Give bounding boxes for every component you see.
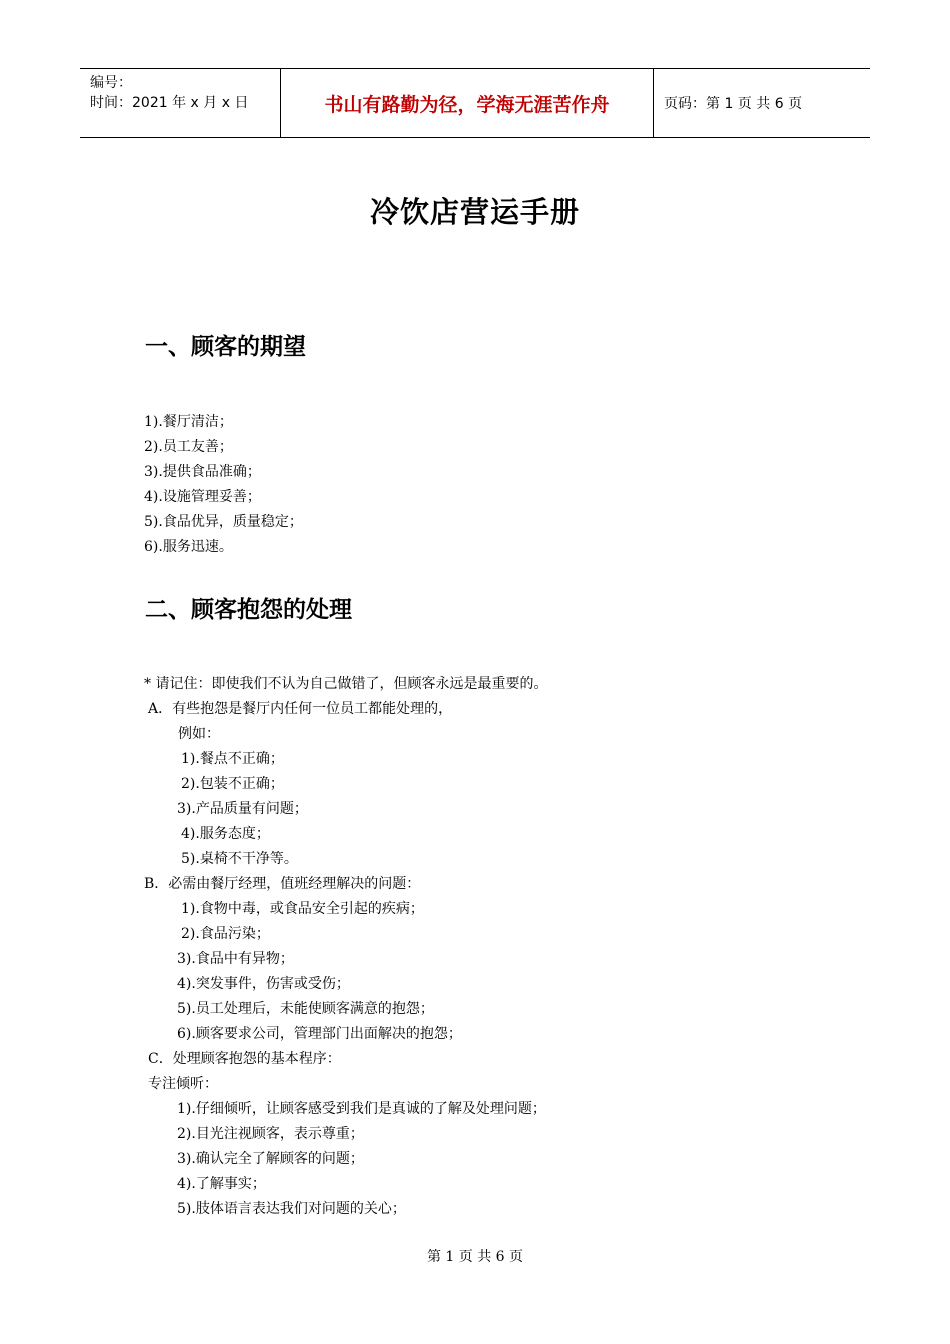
- part-b-item: 1).食物中毒，或食品安全引起的疾病；: [181, 901, 424, 917]
- part-a-item: 1).餐点不正确；: [181, 751, 284, 767]
- part-a-item: 3).产品质量有问题；: [177, 801, 308, 817]
- header-table: [80, 68, 870, 138]
- number-label: 编号：: [90, 75, 132, 91]
- section1-item: 1).餐厅清洁；: [144, 414, 233, 430]
- section1-item: 4).设施管理妥善；: [144, 489, 261, 505]
- part-b-item: 3).食品中有异物；: [177, 951, 294, 967]
- part-c-item: 4).了解事实；: [177, 1176, 266, 1192]
- part-c-item: 3).确认完全了解顾客的问题；: [177, 1151, 364, 1167]
- section2-heading: 二、顾客抱怨的处理: [145, 597, 352, 623]
- section1-heading: 一、顾客的期望: [145, 334, 306, 360]
- section1-item: 6).服务迅速。: [144, 539, 233, 555]
- part-b-item: 5).员工处理后，未能使顾客满意的抱怨；: [177, 1001, 434, 1017]
- part-c-item: 1).仔细倾听，让顾客感受到我们是真诚的了解及处理问题；: [177, 1101, 546, 1117]
- part-a-item: 4).服务态度；: [181, 826, 270, 842]
- part-a-item: 2).包装不正确；: [181, 776, 284, 792]
- part-b-label: B．必需由餐厅经理，值班经理解决的问题：: [144, 876, 421, 892]
- motto: 书山有路勤为径，学海无涯苦作舟: [324, 93, 610, 116]
- example-label: 例如：: [178, 726, 220, 742]
- header-page-cell: [654, 69, 870, 137]
- section1-item: 5).食品优异，质量稳定；: [144, 514, 303, 530]
- part-a-label: A．有些抱怨是餐厅内任何一位员工都能处理的，: [148, 701, 453, 717]
- part-c-label: C．处理顾客抱怨的基本程序：: [148, 1051, 341, 1067]
- part-a-item: 5).桌椅不干净等。: [181, 851, 298, 867]
- section1-item: 2).员工友善；: [144, 439, 233, 455]
- part-b-item: 4).突发事件，伤害或受伤；: [177, 976, 350, 992]
- part-c-item: 5).肢体语言表达我们对问题的关心；: [177, 1201, 406, 1217]
- document-title: 冷饮店营运手册: [369, 195, 580, 229]
- part-c-item: 2).目光注视顾客，表示尊重；: [177, 1126, 364, 1142]
- part-b-item: 6).顾客要求公司，管理部门出面解决的抱怨；: [177, 1026, 462, 1042]
- page-label: 页码：第 1 页 共 6 页: [664, 96, 803, 112]
- header-meta-cell: [80, 69, 281, 137]
- part-b-item: 2).食品污染；: [181, 926, 270, 942]
- part-c-sub-label: 专注倾听：: [148, 1076, 218, 1092]
- header-motto-cell: [281, 69, 654, 137]
- section1-item: 3).提供食品准确；: [144, 464, 261, 480]
- reminder-note: * 请记住：即使我们不认为自己做错了，但顾客永远是最重要的。: [144, 676, 548, 692]
- time-label: 时间：2021 年 x 月 x 日: [90, 95, 249, 111]
- page-footer: 第 1 页 共 6 页: [426, 1249, 524, 1265]
